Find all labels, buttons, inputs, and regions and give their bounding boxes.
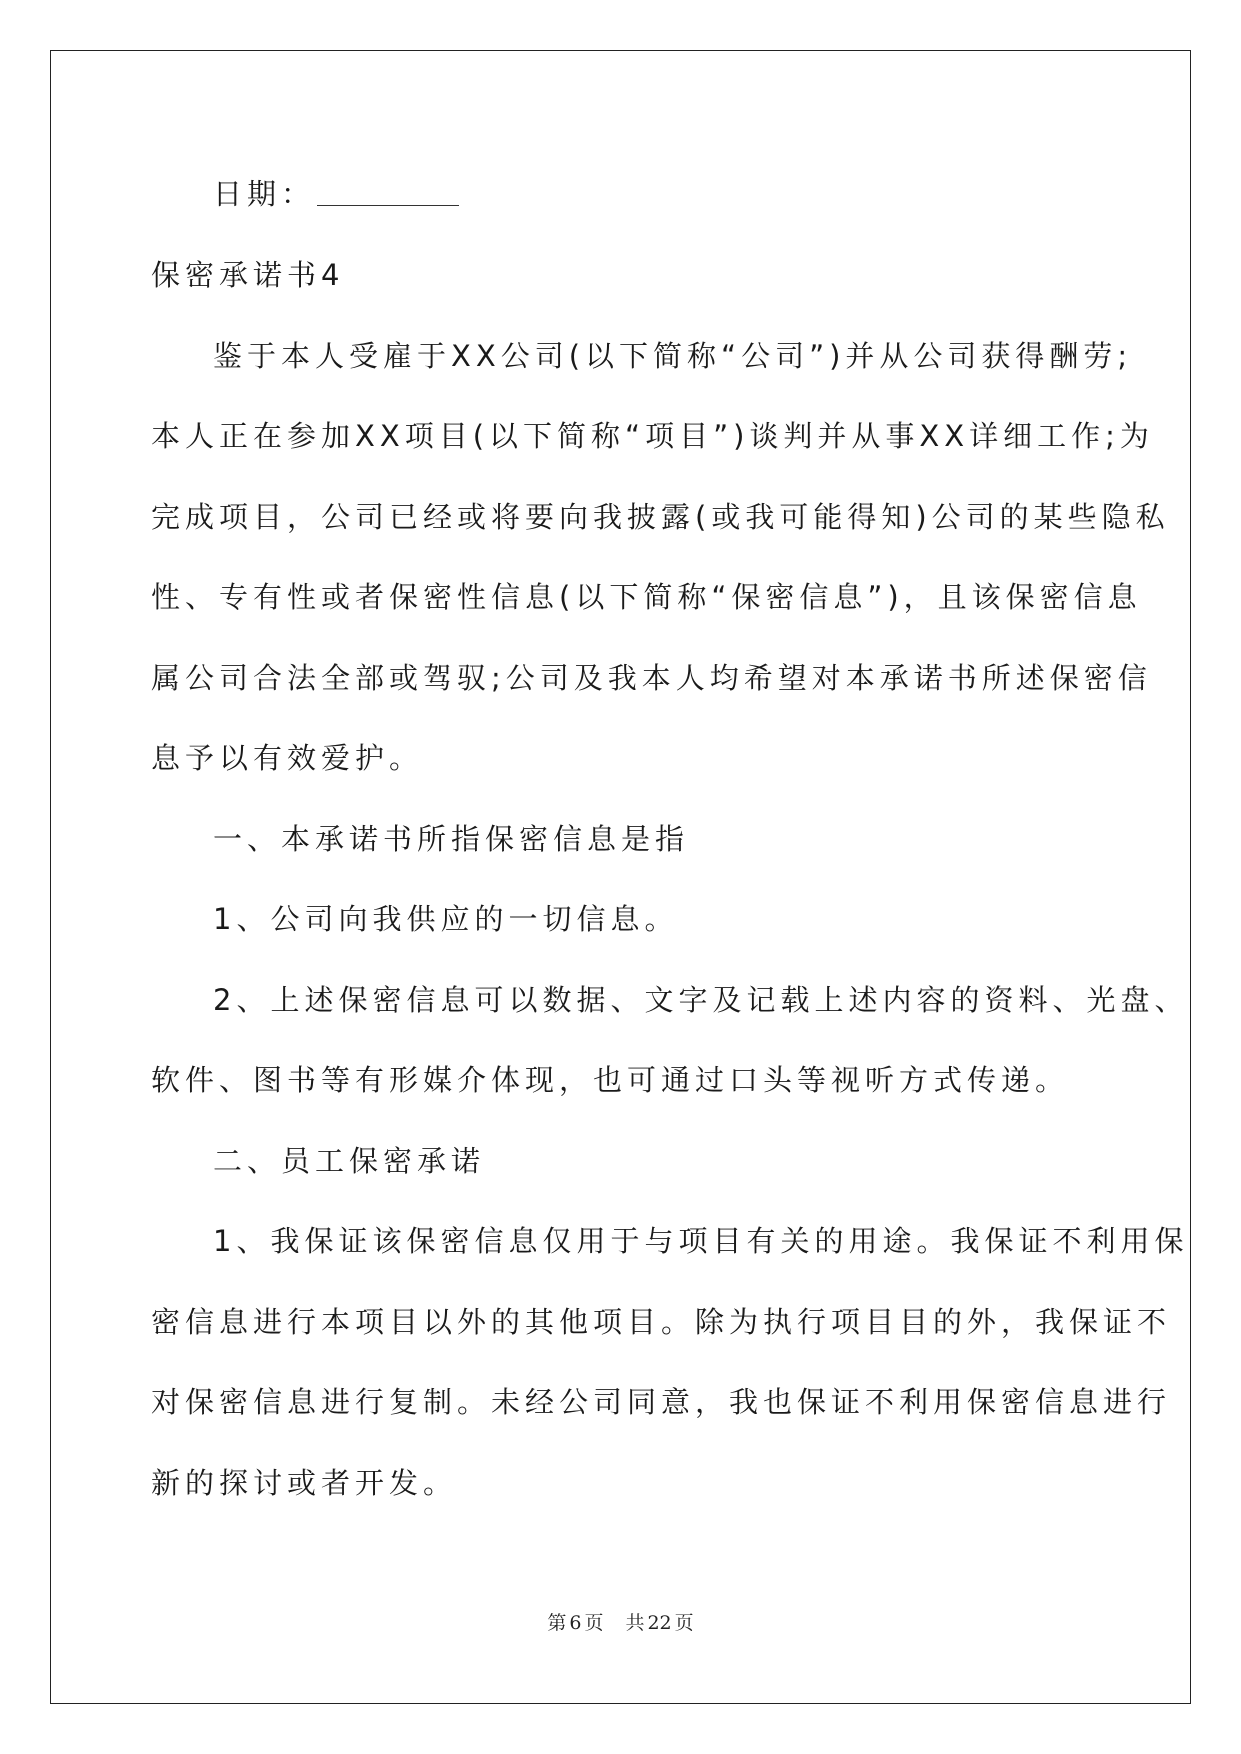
page-frame bbox=[50, 50, 1191, 1704]
date-line bbox=[213, 174, 459, 214]
intro-line: 完成项目，公司已经或将要向我披露(或我可能得知)公司的某些隐私 bbox=[151, 500, 1170, 534]
list-item: 1、公司向我供应的一切信息。 bbox=[213, 902, 679, 936]
heading-employee-commitment: 二、员工保密承诺 bbox=[213, 1144, 486, 1178]
footer-total-unit: 页 bbox=[674, 1612, 694, 1634]
intro-line: 性、专有性或者保密性信息(以下简称“保密信息”)，且该保密信息 bbox=[151, 580, 1142, 614]
date-blank-line bbox=[317, 204, 459, 206]
intro-line: 息予以有效爱护。 bbox=[151, 741, 424, 775]
list-item: 1、我保证该保密信息仅用于与项目有关的用途。我保证不利用保 bbox=[213, 1224, 1189, 1258]
footer-prefix: 第 bbox=[547, 1612, 567, 1634]
intro-line: 本人正在参加XX项目(以下简称“项目”)谈判并从事XX详细工作;为 bbox=[151, 419, 1154, 453]
list-item: 2、上述保密信息可以数据、文字及记载上述内容的资料、光盘、 bbox=[213, 983, 1189, 1017]
intro-line: 鉴于本人受雇于XX公司(以下简称“公司”)并从公司获得酬劳; bbox=[213, 339, 1133, 373]
list-item-continuation: 对保密信息进行复制。未经公司同意，我也保证不利用保密信息进行 bbox=[151, 1385, 1172, 1419]
section-title: 保密承诺书4 bbox=[151, 258, 345, 292]
footer-page-unit: 页 bbox=[584, 1612, 604, 1634]
list-item-continuation: 新的探讨或者开发。 bbox=[151, 1466, 458, 1500]
page-footer bbox=[0, 1608, 1241, 1635]
heading-confidential-info: 一、本承诺书所指保密信息是指 bbox=[213, 822, 690, 856]
list-item-continuation: 软件、图书等有形媒介体现，也可通过口头等视听方式传递。 bbox=[151, 1063, 1070, 1097]
date-label: 日期： bbox=[213, 177, 316, 211]
footer-total-prefix: 共 bbox=[625, 1612, 645, 1634]
footer-page-number: 6 bbox=[569, 1612, 582, 1634]
list-item-continuation: 密信息进行本项目以外的其他项目。除为执行项目目的外，我保证不 bbox=[151, 1305, 1172, 1339]
footer-total-pages: 22 bbox=[647, 1612, 672, 1634]
intro-line: 属公司合法全部或驾驭;公司及我本人均希望对本承诺书所述保密信 bbox=[151, 661, 1152, 695]
